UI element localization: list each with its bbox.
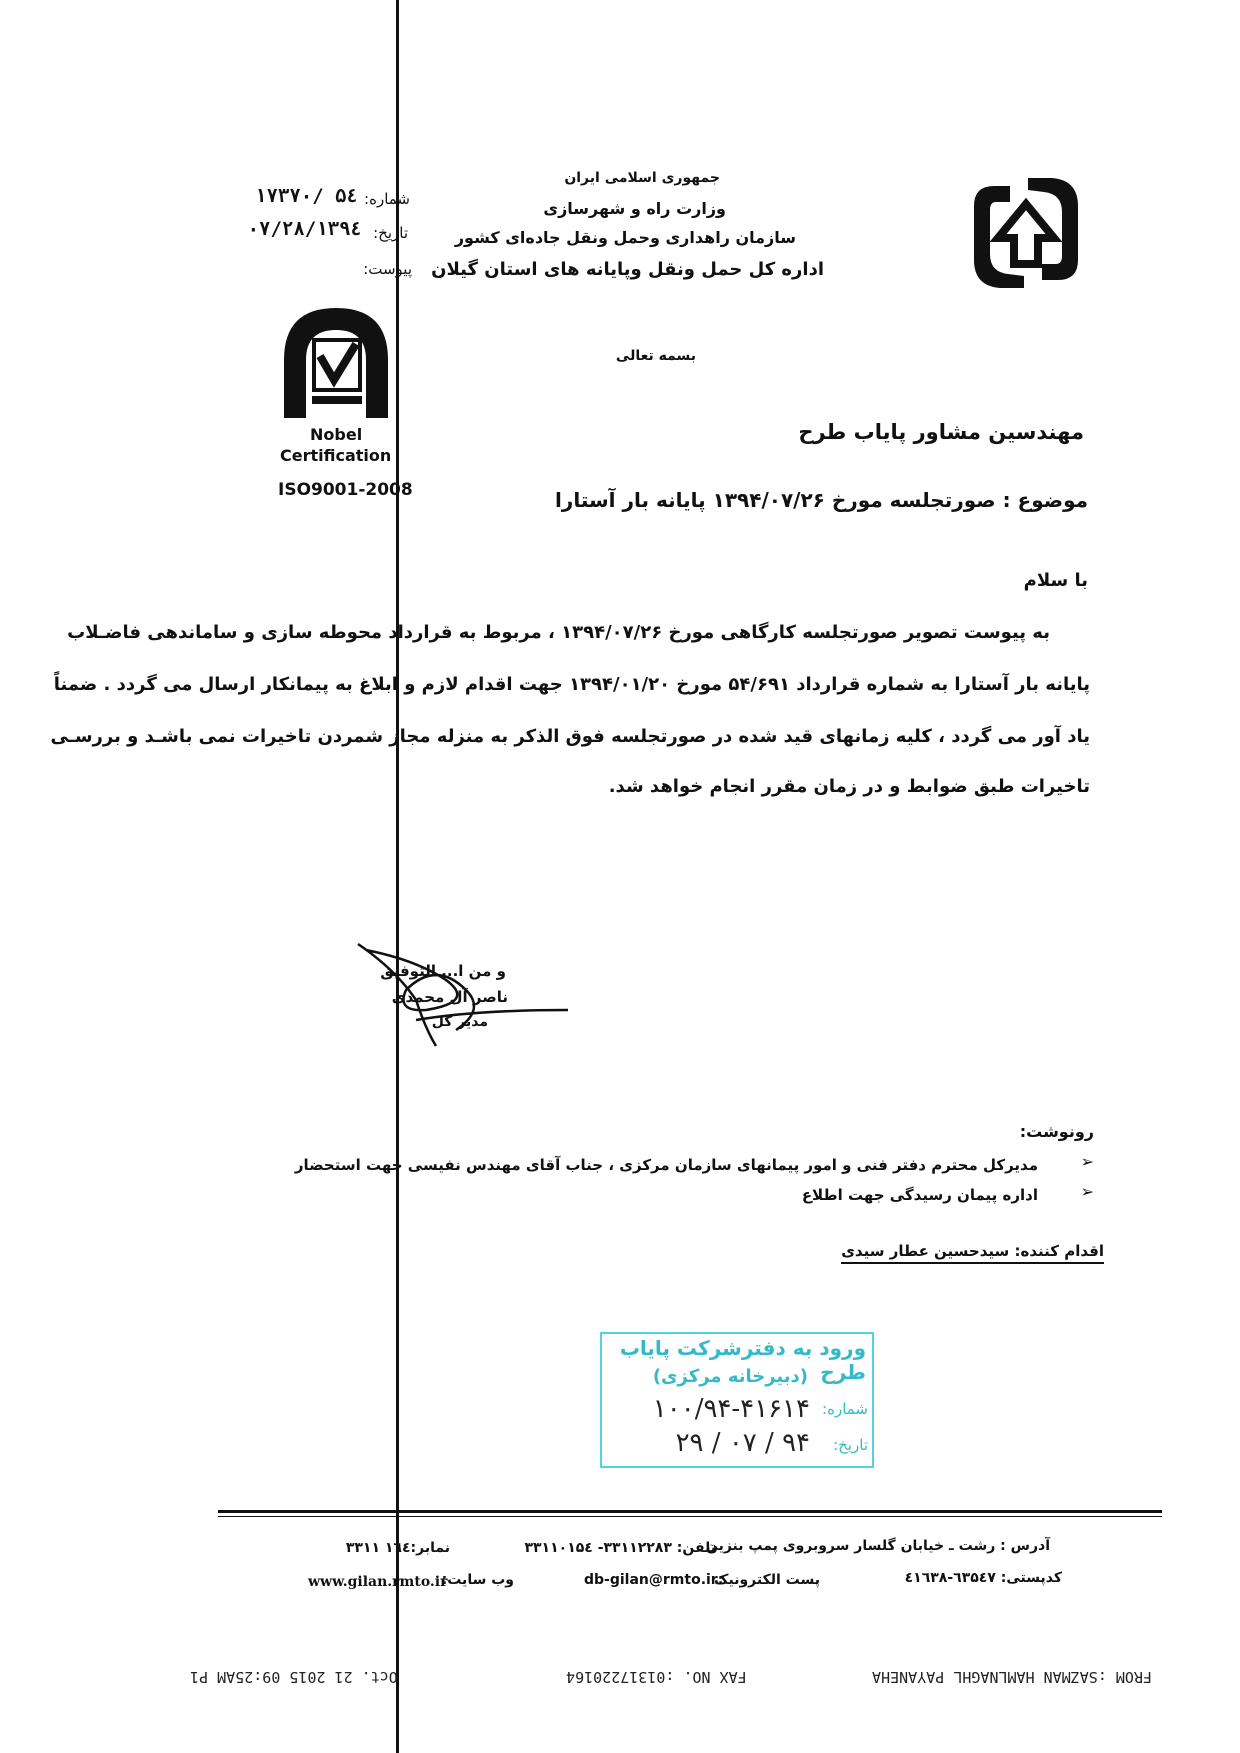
- fax-timestamp: Oct. 21 2015 09:25AM P1: [190, 1668, 398, 1686]
- date-label: تاریخ:: [373, 224, 408, 242]
- stamp-title: ورود به دفترشرکت پایاب طرح: [619, 1336, 866, 1384]
- cc-bullet-2-icon: ➢: [1080, 1182, 1094, 1201]
- footer-email-label: پست الکترونیک: [714, 1572, 820, 1588]
- footer-phone: تلفن: ۳۳۱۱۲۲۸۳- ۳۳۱۱۰۱۵٤: [524, 1540, 716, 1556]
- cc-bullet-1-icon: ➢: [1080, 1152, 1094, 1171]
- footer-fax: نمابر:۱٦٤ ۳۳۱۱: [345, 1540, 450, 1556]
- cert-line-certification: Certification: [280, 446, 392, 465]
- bismillah: بسمه تعالی: [615, 348, 696, 364]
- number-value: ۵٤ /۱۷۳۷۰: [255, 185, 358, 207]
- header-organization: سازمان راهداری وحمل ونقل جاده‌ای کشور: [454, 228, 796, 247]
- stamp-number-label: شماره:: [822, 1400, 868, 1418]
- cert-line-iso: ISO9001-2008: [278, 480, 413, 500]
- cc-title: رونوشت:: [1019, 1122, 1094, 1141]
- action-by: [841, 1242, 1104, 1264]
- cc-item-1: مدیرکل محترم دفتر فنی و امور پیمانهای سازمان مرکزی ، جناب آقای مهندس نفیسی جهت استحضار: [294, 1156, 1038, 1174]
- footer-email: db-gilan@rmto.ir:: [584, 1572, 724, 1588]
- action-name: سیدحسین عطار سیدی: [841, 1242, 1010, 1260]
- body-line-3: یاد آور می گردد ، کلیه زمانهای قید شده در صورتجلسه فوق الذکر به منزله مجاز شمردن تاخیرات نمی باشـد و بررسـی: [50, 726, 1090, 747]
- number-label: شماره:: [364, 190, 410, 208]
- fax-from: FROM :SAZMAN HAMLNAGHL PAYANEHA: [872, 1668, 1152, 1686]
- footer-website: www.gilan.rmto.ir: [308, 1574, 448, 1590]
- fax-number: FAX NO. :01317220164: [566, 1668, 747, 1686]
- header-country: جمهوری اسلامی ایران: [564, 170, 720, 186]
- footer-divider: [218, 1510, 1162, 1513]
- greeting: با سلام: [1023, 570, 1088, 591]
- stamp-date-label: تاریخ:: [833, 1436, 868, 1454]
- certification-logo-icon: [276, 300, 398, 422]
- cert-line-nobel: Nobel: [310, 425, 363, 444]
- header-ministry: وزارت راه و شهرسازی: [543, 199, 726, 218]
- footer-website-label: وب سایت:: [441, 1572, 514, 1588]
- action-label: اقدام کننده:: [1014, 1242, 1104, 1260]
- signature-title: مدیر کل: [431, 1014, 488, 1030]
- stamp-date-value: ۹۴ / ۰۷ / ۲۹: [675, 1428, 810, 1458]
- stamp-subtitle: (دبیرخانه مرکزی): [652, 1366, 808, 1387]
- footer-address: آدرس : رشت ـ خیابان گلسار سروبروی پمپ بنزین: [705, 1538, 1050, 1554]
- attachment-label: پیوست:: [363, 260, 412, 278]
- body-line-1: به پیوست تصویر صورتجلسه کارگاهی مورخ ۱۳۹۴/۰۷/۲۶ ، مربوط به قرارداد محوطه سازی و ساماندهی فاضـلاب: [67, 622, 1050, 643]
- cc-item-2: اداره پیمان رسیدگی جهت اطلاع: [801, 1186, 1038, 1204]
- footer-postal-code: کدپستی: ٦۳۵٤۷-٤۱٦۳۸: [904, 1570, 1062, 1586]
- body-line-2: پایانه بار آستارا به شماره قرارداد ۵۴/۶۹۱ مورخ ۱۳۹۴/۰۱/۲۰ جهت اقدام لازم و ابلاغ به پیمانکار ارسال می گردد . ضمناً: [53, 674, 1090, 695]
- signature-name: ناصر آل محمدی: [391, 988, 508, 1006]
- header-department: اداره کل حمل ونقل وپایانه های استان گیلان: [431, 259, 824, 280]
- subject: موضوع : صورتجلسه مورخ ۱۳۹۴/۰۷/۲۶ پایانه بار آستارا: [554, 488, 1088, 512]
- stamp-number-value: ۱۰۰/۹۴-۴۱۶۱۴: [652, 1394, 810, 1424]
- body-line-4: تاخیرات طبق ضوابط و در زمان مقرر انجام خواهد شد.: [608, 776, 1090, 797]
- recipient: مهندسین مشاور پایاب طرح: [798, 420, 1084, 444]
- date-value: ۱۳۹٤/۰۷/۲۸: [247, 218, 362, 240]
- footer-divider-thin: [218, 1516, 1162, 1517]
- received-stamp: [600, 1332, 874, 1468]
- signature-line-1: و من ا... التوفیق: [380, 962, 506, 980]
- rmto-logo-icon: [966, 176, 1086, 292]
